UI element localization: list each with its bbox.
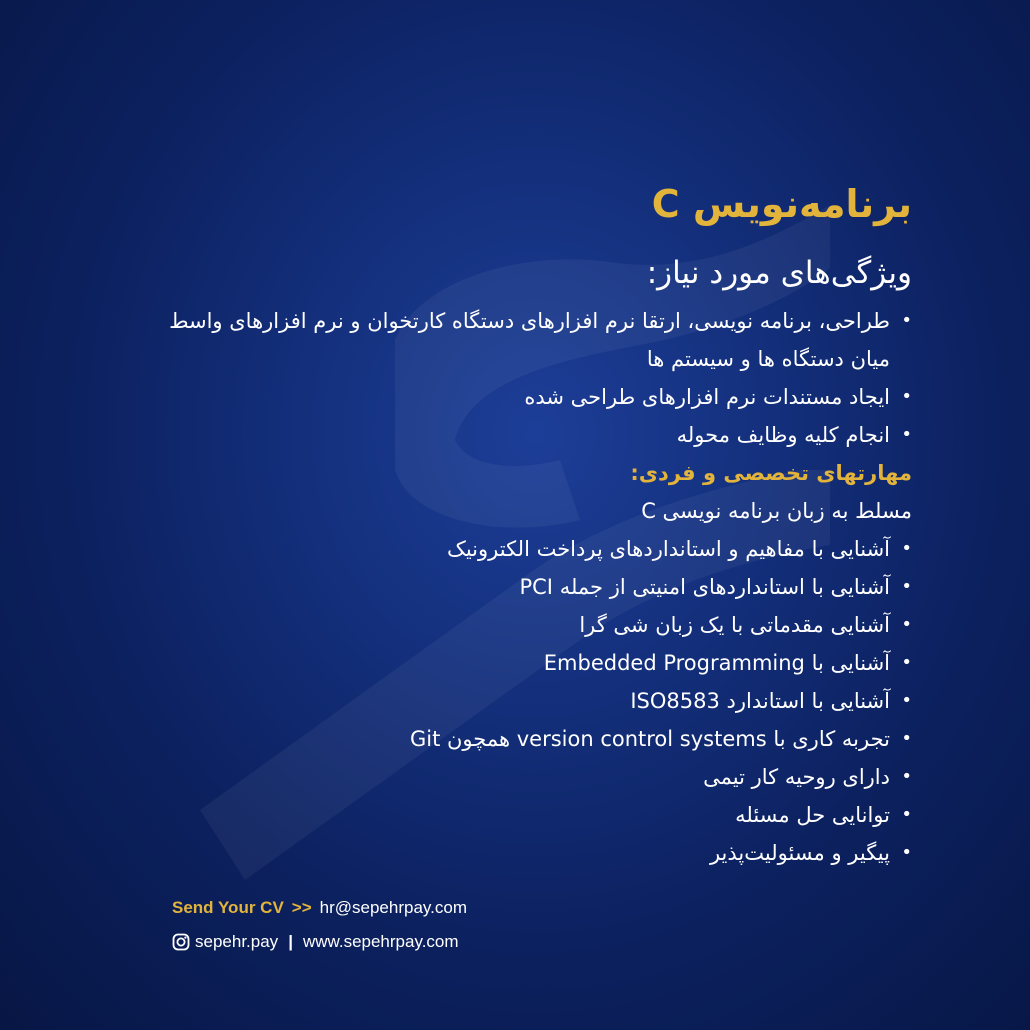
list-item: • دارای روحیه کار تیمی <box>132 758 912 796</box>
list-item: • طراحی، برنامه نویسی، ارتقا نرم افزارهای دستگاه کارتخوان و نرم افزارهای واسط میان دستگاه ها و سیستم ها <box>132 302 912 378</box>
list-item: • آشنایی با Embedded Programming <box>132 644 912 682</box>
send-cv-label: Send Your CV <box>172 898 284 917</box>
instagram-handle[interactable]: sepehr.pay <box>195 932 279 951</box>
job-posting <box>132 178 912 872</box>
list-item: • پیگیر و مسئولیت‌پذیر <box>132 834 912 872</box>
instagram-icon <box>172 933 190 951</box>
social-row <box>172 927 467 957</box>
email-link[interactable]: hr@sepehrpay.com <box>319 898 467 917</box>
skills-heading: مهارتهای تخصصی و فردی: <box>630 461 912 485</box>
list-item: • آشنایی با استانداردهای امنیتی از جمله PCI <box>132 568 912 606</box>
list-item: • ایجاد مستندات نرم افزارهای طراحی شده <box>132 378 912 416</box>
requirements-list <box>132 302 912 454</box>
contact-footer <box>172 893 467 961</box>
skills-intro: مسلط به زبان برنامه نویسی C <box>641 499 912 523</box>
list-item: • آشنایی با مفاهیم و استانداردهای پرداخت الکترونیک <box>132 530 912 568</box>
list-item: • تجربه کاری با version control systems همچون Git <box>132 720 912 758</box>
job-title: برنامه‌نویس C <box>651 182 912 226</box>
list-item: • انجام کلیه وظایف محوله <box>132 416 912 454</box>
list-item: • آشنایی مقدماتی با یک زبان شی گرا <box>132 606 912 644</box>
double-chevron-icon: >> <box>291 898 312 917</box>
list-item: • توانایی حل مسئله <box>132 796 912 834</box>
cv-row <box>172 893 467 923</box>
requirements-heading: ویژگی‌های مورد نیاز: <box>646 255 912 291</box>
website-link[interactable]: www.sepehrpay.com <box>302 932 459 951</box>
separator: | <box>288 932 293 951</box>
skills-list <box>132 530 912 872</box>
list-item: • آشنایی با استاندارد ISO8583 <box>132 682 912 720</box>
